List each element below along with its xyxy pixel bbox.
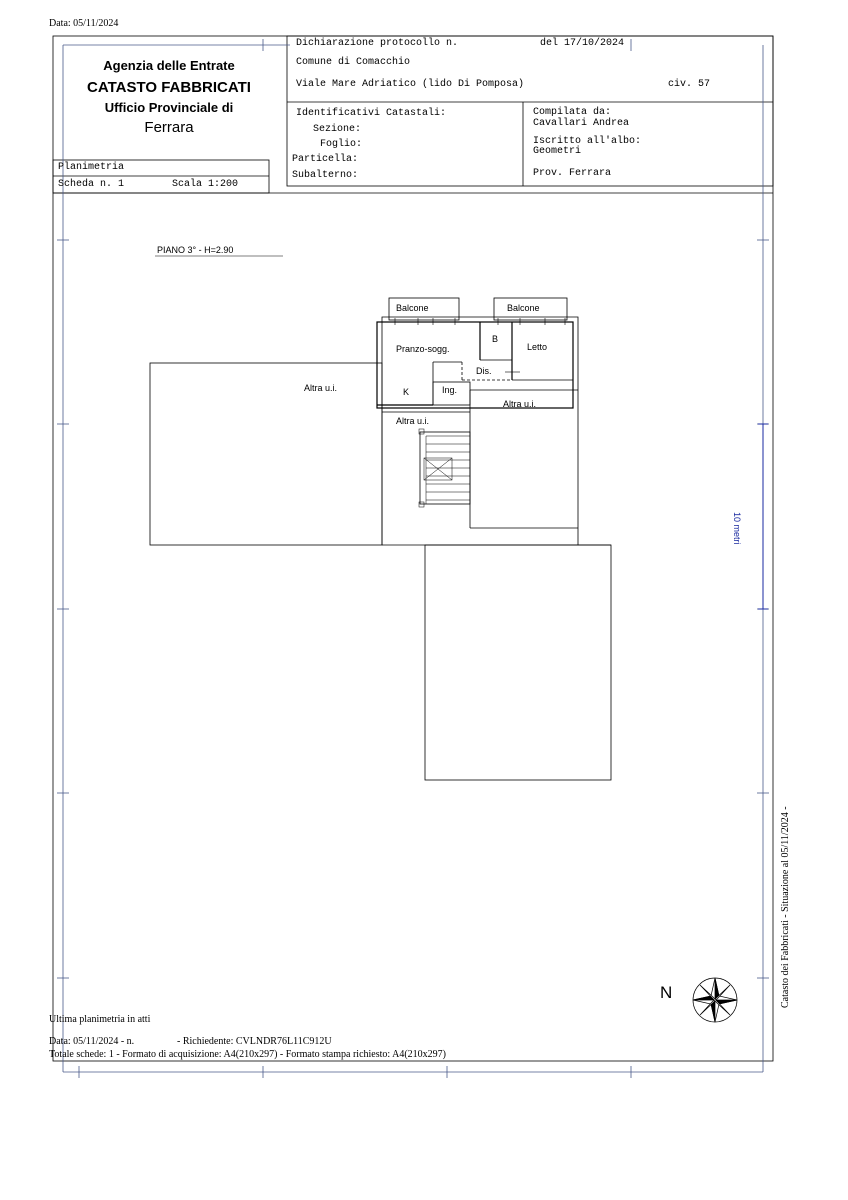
provincia-label: Ferrara <box>144 119 194 136</box>
scale-bar-label: 10 metri <box>732 512 742 545</box>
side-note: Catasto dei Fabbricati - Situazione al 05/11/2024 - <box>780 806 791 1008</box>
protocol-date: del 17/10/2024 <box>540 38 625 49</box>
footer-richiedente: - Richiedente: CVLNDR76L11C912U <box>177 1036 332 1047</box>
footer-formato: Totale schede: 1 - Formato di acquisizione: A4(210x297) - Formato stampa richiesto: A4(210x297) <box>49 1049 446 1060</box>
ufficio-label: Ufficio Provinciale di <box>104 100 234 115</box>
identificativi-label: Identificativi Catastali: <box>296 108 447 119</box>
ultima-planimetria: Ultima planimetria in atti <box>49 1014 151 1025</box>
piano-label: PIANO 3° - H=2.90 <box>157 245 234 255</box>
lower-block-outline <box>425 545 611 780</box>
compilata-label: Compilata da: <box>533 107 612 118</box>
catasto-title: CATASTO FABBRICATI <box>87 79 251 96</box>
altra-ui-left-label: Altra u.i. <box>304 383 338 393</box>
pranzo-label: Pranzo-sogg. <box>396 344 450 354</box>
letto-label: Letto <box>527 342 548 352</box>
albo-label: Geometri <box>533 146 582 157</box>
altra-ui-center-label: Altra u.i. <box>396 416 430 426</box>
scheda-label: Scheda n. 1 <box>58 179 125 190</box>
foglio-label: Foglio: <box>320 139 363 150</box>
dichiarazione-label: Dichiarazione protocollo n. <box>296 38 459 49</box>
particella-label: Particella: <box>292 154 359 165</box>
sezione-label: Sezione: <box>313 124 362 135</box>
scala-label: Scala 1:200 <box>172 179 239 190</box>
iscritto-label: Iscritto all'albo: <box>533 136 642 147</box>
bagno-label: B <box>492 334 499 344</box>
subalterno-label: Subalterno: <box>292 170 359 181</box>
altra-ui-right-label: Altra u.i. <box>503 399 537 409</box>
agency-name: Agenzia delle Entrate <box>103 58 235 73</box>
civico-label: civ. 57 <box>668 79 711 90</box>
ingresso-label: Ing. <box>442 385 458 395</box>
footer-date: Data: 05/11/2024 - n. <box>49 1036 135 1047</box>
planimetria-label: Planimetria <box>58 162 125 173</box>
balcone-right-label: Balcone <box>507 303 540 313</box>
cucina-label: K <box>403 387 410 397</box>
sheet-frame <box>53 36 773 1061</box>
altra-ui-left-outline <box>150 363 382 545</box>
print-date: Data: 05/11/2024 <box>49 18 119 29</box>
dis-label: Dis. <box>476 366 492 376</box>
prov-label: Prov. Ferrara <box>533 168 612 179</box>
compass-icon <box>693 978 737 1022</box>
comune-label: Comune di Comacchio <box>296 57 411 68</box>
balcone-left-label: Balcone <box>396 303 429 313</box>
address-label: Viale Mare Adriatico (lido Di Pomposa) <box>296 79 525 90</box>
compilata-name: Cavallari Andrea <box>533 118 630 129</box>
north-label: N <box>660 983 673 1002</box>
